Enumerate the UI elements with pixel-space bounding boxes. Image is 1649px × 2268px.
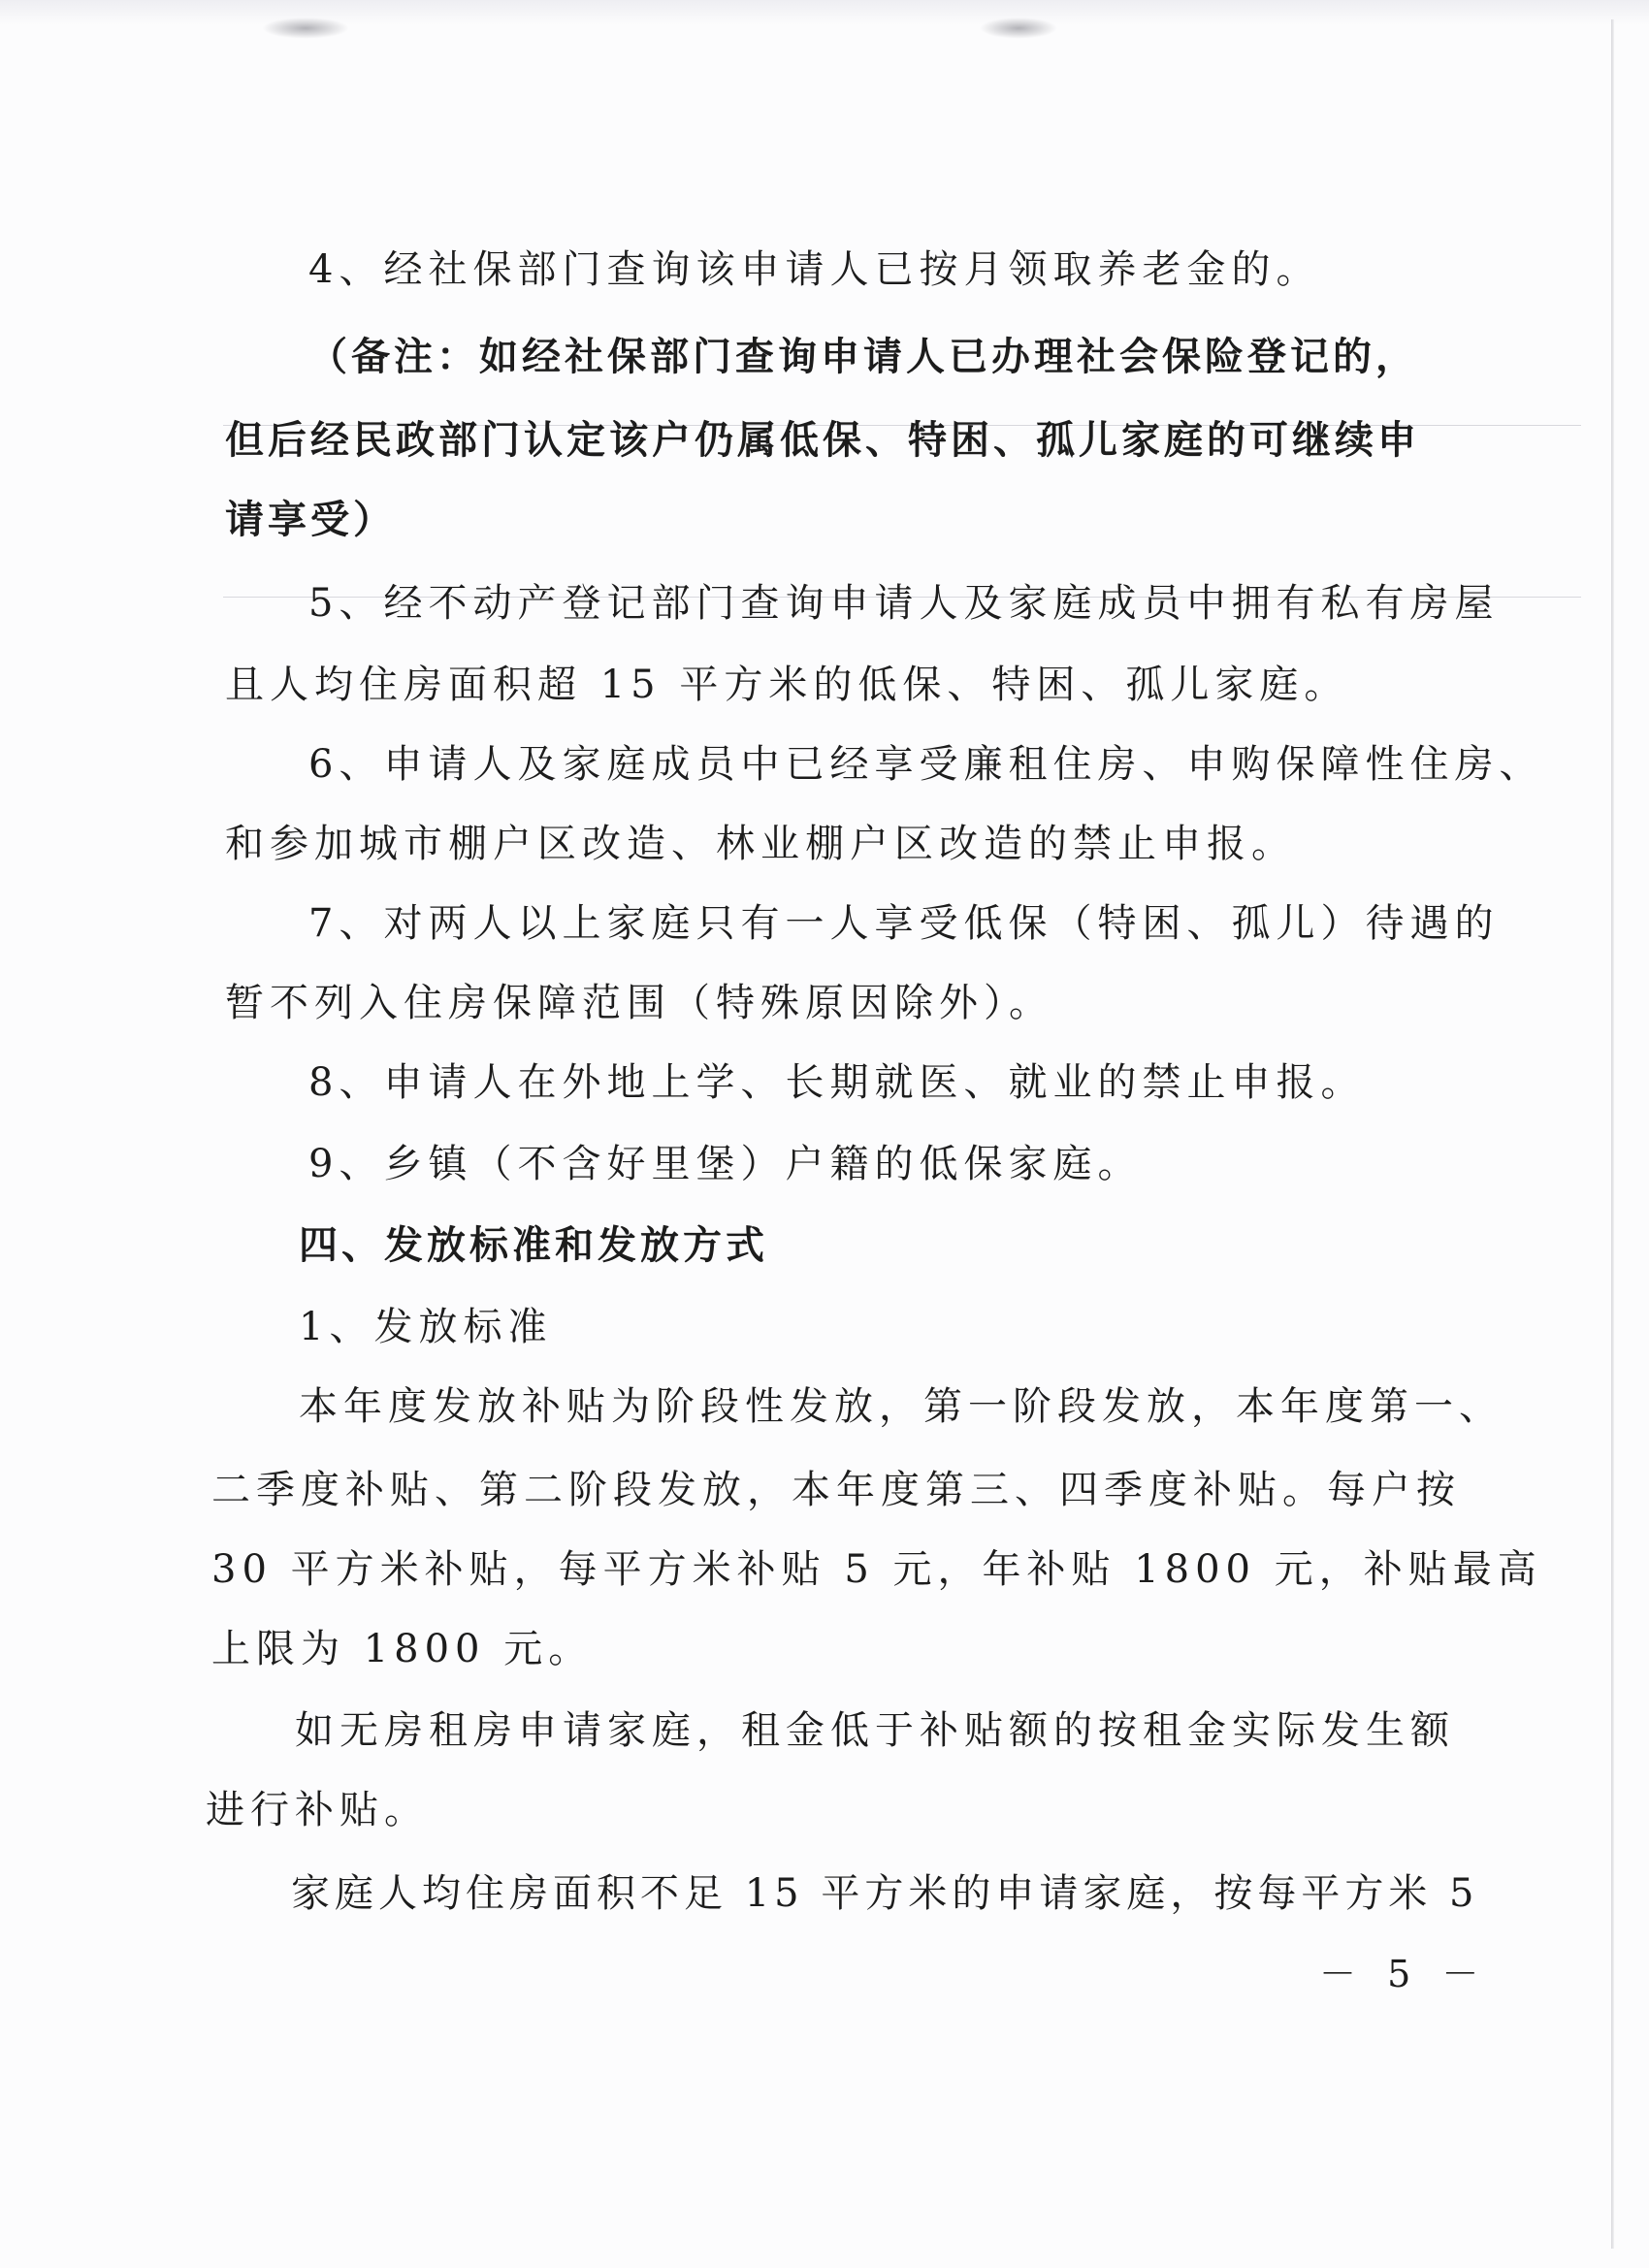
text-line: 进行补贴。 xyxy=(206,1788,429,1832)
text-line: 上限为 1800 元。 xyxy=(211,1627,594,1671)
text-line: 4、经社保部门查询该申请人已按月领取养老金的。 xyxy=(308,247,1321,292)
text-line: 但后经民政部门认定该户仍属低保、特困、孤儿家庭的可继续申 xyxy=(225,418,1420,463)
text-line: 请享受） xyxy=(225,498,396,542)
text-line: 且人均住房面积超 15 平方米的低保、特困、孤儿家庭。 xyxy=(225,663,1349,707)
scan-top-edge xyxy=(0,0,1649,25)
scan-smudge xyxy=(262,17,349,39)
text-line: 本年度发放补贴为阶段性发放，第一阶段发放，本年度第一、 xyxy=(299,1384,1504,1429)
text-line: 如无房租房申请家庭，租金低于补贴额的按租金实际发生额 xyxy=(295,1708,1455,1753)
scan-right-edge xyxy=(1611,19,1614,2249)
text-line: 8、申请人在外地上学、长期就医、就业的禁止申报。 xyxy=(308,1060,1366,1105)
text-line: 30 平方米补贴，每平方米补贴 5 元，年补贴 1800 元，补贴最高 xyxy=(211,1547,1542,1592)
scan-smudge xyxy=(980,17,1057,39)
text-line: 9、乡镇（不含好里堡）户籍的低保家庭。 xyxy=(308,1142,1143,1186)
text-line: （备注：如经社保部门查询申请人已办理社会保险登记的， xyxy=(308,335,1418,379)
page-number: － 5 － xyxy=(1319,1953,1489,1995)
text-line: 二季度补贴、第二阶段发放，本年度第三、四季度补贴。每户按 xyxy=(211,1468,1461,1512)
text-line: 家庭人均住房面积不足 15 平方米的申请家庭，按每平方米 5 xyxy=(291,1871,1479,1916)
text-line: 6、申请人及家庭成员中已经享受廉租住房、申购保障性住房、 xyxy=(308,742,1544,787)
section-heading: 四、发放标准和发放方式 xyxy=(299,1223,768,1268)
subsection-heading: 1、发放标准 xyxy=(299,1305,553,1349)
text-line: 7、对两人以上家庭只有一人享受低保（特困、孤儿）待遇的 xyxy=(308,901,1500,946)
text-line: 暂不列入住房保障范围（特殊原因除外）。 xyxy=(225,981,1053,1025)
text-line: 和参加城市棚户区改造、林业棚户区改造的禁止申报。 xyxy=(225,822,1296,866)
text-line: 5、经不动产登记部门查询申请人及家庭成员中拥有私有房屋 xyxy=(308,581,1500,626)
